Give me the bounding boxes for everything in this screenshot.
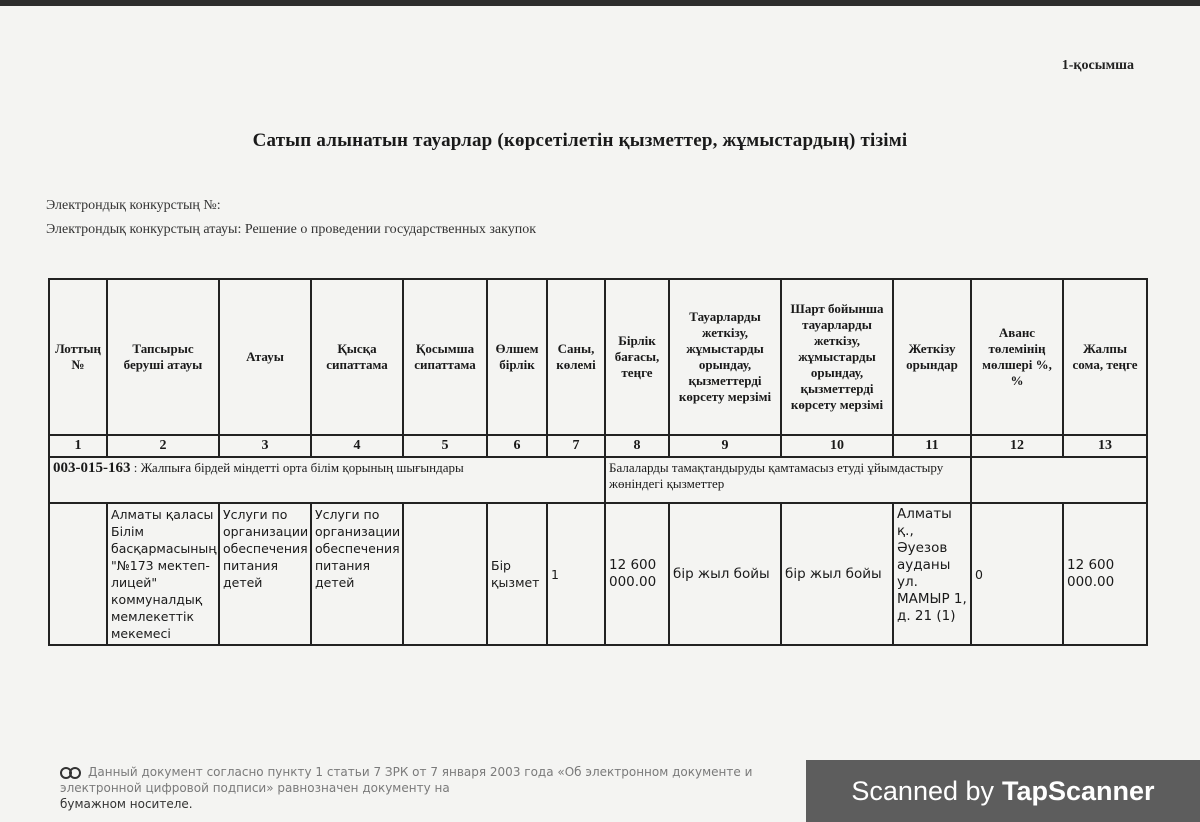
footer-line-1: Данный документ согласно пункту 1 статьи 7 ЗРК от 7 января 2003 года «Об электронном документе и электронной цифровой подписи» равнозначен документу на <box>60 765 753 795</box>
lot-header-row <box>49 457 1147 503</box>
column-number: 3 <box>219 435 311 457</box>
column-number: 2 <box>107 435 219 457</box>
column-number: 11 <box>893 435 971 457</box>
egov-logo-icon <box>60 766 82 780</box>
name-cell: Услуги по организации обеспечения питания детей <box>219 503 311 645</box>
document-page <box>0 6 1200 822</box>
column-number-row <box>49 435 1147 457</box>
lot-service-text: Балаларды тамақтандыруды қамтамасыз етуді ұйымдастыру жөніндегі қызметтер <box>605 457 971 503</box>
term-cell: бір жыл бойы <box>669 503 781 645</box>
header-cell: Қысқа сипаттама <box>311 279 403 435</box>
watermark-prefix: Scanned by <box>851 775 995 806</box>
column-number: 9 <box>669 435 781 457</box>
header-cell: Қосымша сипаттама <box>403 279 487 435</box>
annex-label: 1-қосымша <box>1061 58 1134 73</box>
header-cell: Тауарларды жеткізу, жұмыстарды орындау, қызметтерді көрсету мерзімі <box>669 279 781 435</box>
quantity-cell: 1 <box>547 503 605 645</box>
header-cell: Аванс төлемінің мөлшері %, % <box>971 279 1063 435</box>
competition-name-label: Электрондық конкурстың атауы: Решение о проведении государственных закупок <box>46 222 537 237</box>
goods-list-table <box>48 278 1148 646</box>
unit-price-cell: 12 600 000.00 <box>605 503 669 645</box>
column-number: 5 <box>403 435 487 457</box>
header-cell: Жалпы сома, теңге <box>1063 279 1147 435</box>
column-number: 6 <box>487 435 547 457</box>
column-number: 7 <box>547 435 605 457</box>
scanner-watermark-badge <box>806 760 1200 822</box>
column-number: 12 <box>971 435 1063 457</box>
header-cell: Өлшем бірлік <box>487 279 547 435</box>
column-number: 4 <box>311 435 403 457</box>
column-number: 1 <box>49 435 107 457</box>
column-number: 8 <box>605 435 669 457</box>
header-cell: Шарт бойынша тауарларды жеткізу, жұмыстарды орындау, қызметтерді көрсету мерзімі <box>781 279 893 435</box>
header-cell: Тапсырыс беруші атауы <box>107 279 219 435</box>
advance-cell: 0 <box>971 503 1063 645</box>
header-row <box>49 279 1147 435</box>
watermark-brand: TapScanner <box>1002 775 1155 806</box>
lot-code: 003-015-163 <box>53 460 131 476</box>
header-cell: Саны, көлемі <box>547 279 605 435</box>
competition-number-label: Электрондық конкурстың №: <box>46 198 221 213</box>
extra-description-cell <box>403 503 487 645</box>
header-cell: Жеткізу орындар <box>893 279 971 435</box>
contract-term-cell: бір жыл бойы <box>781 503 893 645</box>
column-number: 10 <box>781 435 893 457</box>
header-cell: Лоттың № <box>49 279 107 435</box>
short-description-cell: Услуги по организации обеспечения питания детей <box>311 503 403 645</box>
unit-cell: Бір қызмет <box>487 503 547 645</box>
header-cell: Бірлік бағасы, теңге <box>605 279 669 435</box>
footer-line-2: бумажном носителе. <box>60 797 193 811</box>
lot-budget-text: : Жалпыға бірдей міндетті орта білім қорының шығындары <box>133 460 464 475</box>
lot-empty-cell <box>971 457 1147 503</box>
header-cell: Атауы <box>219 279 311 435</box>
lot-budget-cell <box>49 457 605 503</box>
table-row <box>49 503 1147 645</box>
customer-cell: Алматы қаласы Білім басқармасының "№173 мектеп-лицей" коммуналдық мемлекеттік мекемесі <box>107 503 219 645</box>
delivery-place-cell: Алматы қ., Әуезов ауданы ул. МАМЫР 1, д. 21 (1) <box>893 503 971 645</box>
lot-number-cell <box>49 503 107 645</box>
legal-footer <box>60 764 820 812</box>
document-title: Сатып алынатын тауарлар (көрсетілетін қызметтер, жұмыстардың) тізімі <box>252 130 908 151</box>
column-number: 13 <box>1063 435 1147 457</box>
total-cell: 12 600 000.00 <box>1063 503 1147 645</box>
